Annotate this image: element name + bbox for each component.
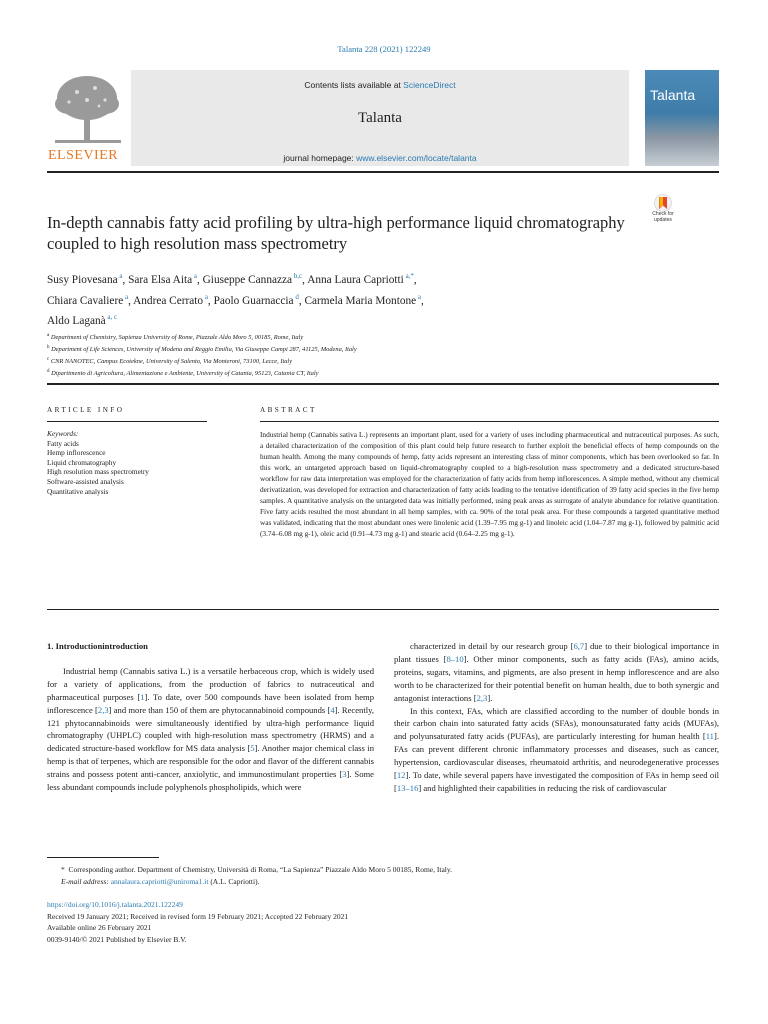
- body-paragraph: In this context, FAs, which are classified according to the number of double bonds in their carbon chain into saturated fatty acids (SFAs), monounsaturated fatty acids (MUFAs), and polyunsaturated fatty acids (PUFAs), are particularly interesting for human health [11]. FAs can prevent different chronic inflammatory processes and diseases, such as cancer, hypertension, cardiovascular diseases, rheumatoid arthritis, and neurodegenerative processes [12]. To date, while several papers have investigated the composition of FAs in hemp seed oil [13–16] and highlighted their capabilities in reducing the risk of cardiovascular: [394, 705, 719, 793]
- citation-link[interactable]: 2,3: [476, 692, 488, 703]
- author-affiliation-mark[interactable]: a,*: [403, 272, 414, 280]
- journal-cover-thumbnail[interactable]: [645, 70, 719, 166]
- article-info-rule: [47, 421, 207, 422]
- article-title: In-depth cannabis fatty acid profiling by ultra-high performance liquid chromatography coupled to high resolution mass spectrometry: [47, 213, 625, 253]
- journal-banner: [131, 70, 629, 166]
- keyword: Hemp inflorescence: [47, 448, 106, 458]
- author-affiliation-mark[interactable]: a: [203, 292, 208, 301]
- abstract-bottom-rule: [47, 609, 719, 610]
- cover-title: Talanta: [650, 87, 696, 103]
- author-list: Susy Piovesana $^a$, Sara Elsa Aita $^a$, Giuseppe Cannazza $^{b,c}$, Anna Laura Capriotti $^{a,*}$, Chiara Cavaliere $^a$, Andrea Cerrato $^a$, Paolo Guarnaccia $^d$, Carmela Maria Montone $^a$, Aldo Laganà $^{a, c}$: [47, 272, 424, 328]
- affiliation-text: Dipartimento di Agricoltura, Alimentazione e Ambiente, University of Catania, 95123, Catania CT, Italy: [49, 370, 319, 378]
- keywords-block: [47, 429, 207, 496]
- citation-link[interactable]: 11: [705, 731, 714, 742]
- abstract-text: Industrial hemp (Cannabis sativa L.) represents an important plant, used for a variety of uses including pharmaceutical and nutraceutical purposes. As such, a detailed characterization of the composition of this plant could help future research to further exploit the beneficial effects of hemp compounds on the human health. Among the many compounds of hemp, fatty acids represent an interesting class of minor components, which has been overlooked so far. In this work, an untargeted approach based on liquid-chromatography coupled to a high-resolution mass spectrometry and a dedicated structure-based workflow for raw data interpretation was employed for the characterization of fatty acids from hemp inflorescences. A simple method, without any chemical derivatization, was developed for extraction and characterization of fatty acids leading to the tentative identification of 39 fatty acid species in the five hemp samples. A quantitative analysis on the untargeted data was initially performed, using peak areas as surrogate of analyte abundance for relative quantitation. Five fatty acids resulted the most abundant in all hemp samples, with ca. 90% of the total peak area. For these compounds a targeted quantitative method was validated, indicating that the most abundant ones were linolenic acid (1.39–7.95 mg g-1) and linoleic acid (1.04–7.87 mg g-1), followed by palmitic acid (3.74–6.08 mg g-1), oleic acid (0.91–4.73 mg g-1) and stearic acid (0.64–2.25 mg g-1).: [260, 430, 719, 538]
- doi-link[interactable]: https://doi.org/10.1016/j.talanta.2021.122249: [47, 900, 183, 909]
- body-paragraph: Industrial hemp (Cannabis sativa L.) is a versatile herbaceous crop, which is widely used for a variety of applications, from the production of fabrics to nutraceutical and pharmaceutical purposes [1]. To date, over 500 compounds have been isolated from hemp inflorescence [2,3] and more than 150 of them are phytocannabinoid compounds [4]. Recently, 121 phytocannabinoids were simultaneously identified by ultra-high performance liquid chromatography (UHPLC) coupled with high-resolution mass spectrometry (HRMS) and a dedicated structure-based workflow for MS data analysis [5]. Another major chemical class in hemp is that of terpenes, which are responsible for the odor and flavor of the different cannabis strains and possess potent anti-cancer, anxiolytic, and immunostimulant properties [3]. Some less abundant compounds include polyphenols phospholipids, which were: [47, 665, 375, 793]
- abstract-heading: ABSTRACT: [260, 406, 317, 414]
- author-affiliation-mark[interactable]: d: [293, 292, 299, 301]
- author-name: Sara Elsa Aita: [128, 273, 193, 286]
- affiliation: [47, 331, 687, 343]
- available-online: Available online 26 February 2021: [47, 923, 152, 932]
- elsevier-logo[interactable]: [47, 70, 129, 166]
- affiliation-mark: d: [47, 369, 50, 375]
- citation-link[interactable]: 2,3: [97, 704, 109, 715]
- author-affiliation-mark[interactable]: b,c: [292, 272, 303, 280]
- citation-link[interactable]: 6,7: [573, 641, 585, 651]
- keyword: Quantitative analysis: [47, 486, 109, 496]
- author[interactable]: [128, 274, 197, 286]
- copyright-line: 0039-9140/© 2021 Published by Elsevier B.V.: [47, 934, 187, 944]
- author[interactable]: [213, 292, 299, 307]
- keyword: High resolution mass spectrometry: [47, 467, 149, 477]
- homepage-line: journal homepage: www.elsevier.com/locate/talanta: [283, 153, 477, 163]
- affiliation: [47, 343, 687, 355]
- article-info-heading: ARTICLE INFO: [47, 406, 125, 414]
- masthead-divider: [47, 171, 719, 173]
- affiliation: [47, 367, 687, 379]
- affiliation: [47, 355, 687, 367]
- author-name: Anna Laura Capriotti: [307, 273, 404, 286]
- publication-info: [47, 899, 719, 945]
- affiliation-text: CNR NANOTEC, Campus Ecotekne, University of Salento, Via Monteroni, 73100, Lecce, Italy: [49, 358, 293, 366]
- section-heading: 1. Introductionintroduction: [47, 641, 148, 651]
- affiliation-list: [47, 331, 687, 380]
- author[interactable]: [47, 315, 117, 327]
- author-affiliation-mark[interactable]: a: [192, 272, 197, 280]
- citation-link[interactable]: 4: [330, 704, 335, 715]
- citation-link[interactable]: 8–10: [446, 653, 464, 664]
- author[interactable]: [133, 292, 208, 307]
- author[interactable]: [47, 274, 122, 286]
- keyword: Software-assisted analysis: [47, 476, 124, 486]
- author-name: Andrea Cerrato: [133, 294, 204, 307]
- email-note: E-mail address: annalaura.capriotti@uniroma1.it (A.L. Capriotti).: [61, 877, 260, 886]
- tree-icon: [47, 70, 129, 150]
- affiliation-text: Department of Chemistry, Sapienza University of Rome, Piazzale Aldo Moro 5, 00185, Rome, Italy: [49, 334, 304, 342]
- header-divider: [47, 383, 719, 385]
- citation-link[interactable]: 13–16: [396, 782, 419, 793]
- body-paragraph: characterized in detail by our research group [6,7] due to their biological importance in plant tissues [8–10]. Other minor components, such as fatty acids (FAs), amino acids, proteins, sugars, vitamins, and pigments, are also present in hemp inflorescence and are also worth to be characterized for their potential benefit on human health, due to both synergic and antagonist interactions [2,3].: [394, 641, 719, 703]
- footnote-divider: [47, 857, 159, 858]
- keyword: Fatty acids: [47, 438, 79, 448]
- citation-link[interactable]: 1: [140, 691, 145, 702]
- check-for-updates-badge[interactable]: [645, 194, 681, 234]
- affiliation-text: Department of Life Sciences, University of Modena and Reggio Emilia, Via Giuseppe Campi 287, 41125, Modena, Italy: [49, 346, 357, 354]
- intro-right-column: [394, 640, 719, 795]
- affiliation-mark: a: [47, 333, 50, 338]
- footnotes: [47, 864, 719, 888]
- author-affiliation-mark[interactable]: a: [123, 292, 129, 301]
- check-for-updates-label: Check for updates: [652, 211, 674, 223]
- author[interactable]: [47, 292, 129, 307]
- publisher-wordmark: ELSEVIER: [48, 148, 119, 163]
- keyword: Liquid chromatography: [47, 457, 117, 467]
- author[interactable]: [304, 292, 422, 307]
- journal-homepage-link[interactable]: www.elsevier.com/locate/talanta: [356, 153, 477, 163]
- author-name: Susy Piovesana: [47, 273, 118, 286]
- contents-line: Contents lists available at ScienceDirect: [304, 80, 456, 90]
- affiliation-mark: c: [47, 357, 50, 363]
- author-affiliation-mark[interactable]: a: [117, 272, 123, 280]
- journal-masthead: [47, 70, 719, 168]
- author-affiliation-mark[interactable]: a: [416, 292, 422, 301]
- author-email-link[interactable]: annalaura.capriotti@uniroma1.it: [110, 877, 209, 886]
- keywords-label: Keywords:: [47, 429, 79, 438]
- journal-name: Talanta: [358, 110, 402, 126]
- abstract-rule: [260, 421, 719, 422]
- intro-left-column: [47, 640, 374, 794]
- author-name: Chiara Cavaliere: [47, 294, 124, 307]
- keywords-list: [47, 439, 207, 497]
- citation-link[interactable]: 5: [250, 743, 255, 754]
- author-name: Giuseppe Cannazza: [202, 273, 293, 286]
- received-dates: Received 19 January 2021; Received in revised form 19 February 2021; Accepted 22 February 2021: [47, 911, 349, 921]
- sciencedirect-link[interactable]: ScienceDirect: [403, 80, 456, 90]
- author-name: Carmela Maria Montone: [304, 294, 417, 307]
- affiliation-mark: b: [47, 345, 50, 351]
- author-affiliation-mark[interactable]: a, c: [105, 313, 118, 322]
- journal-citation[interactable]: Talanta 228 (2021) 122249: [337, 44, 431, 54]
- citation-link[interactable]: 12: [396, 770, 406, 781]
- corresponding-author-note: * Corresponding author. Department of Chemistry, Università di Roma, “La Sapienza” Piazzale Aldo Moro 5 00185, Rome, Italy.: [61, 865, 453, 874]
- bookmark-icon: [645, 194, 681, 212]
- author-name: Paolo Guarnaccia: [213, 294, 294, 307]
- author[interactable]: [203, 274, 303, 286]
- author-name: Aldo Laganà: [47, 315, 106, 328]
- author[interactable]: [307, 274, 414, 286]
- citation-link[interactable]: 3: [342, 769, 347, 780]
